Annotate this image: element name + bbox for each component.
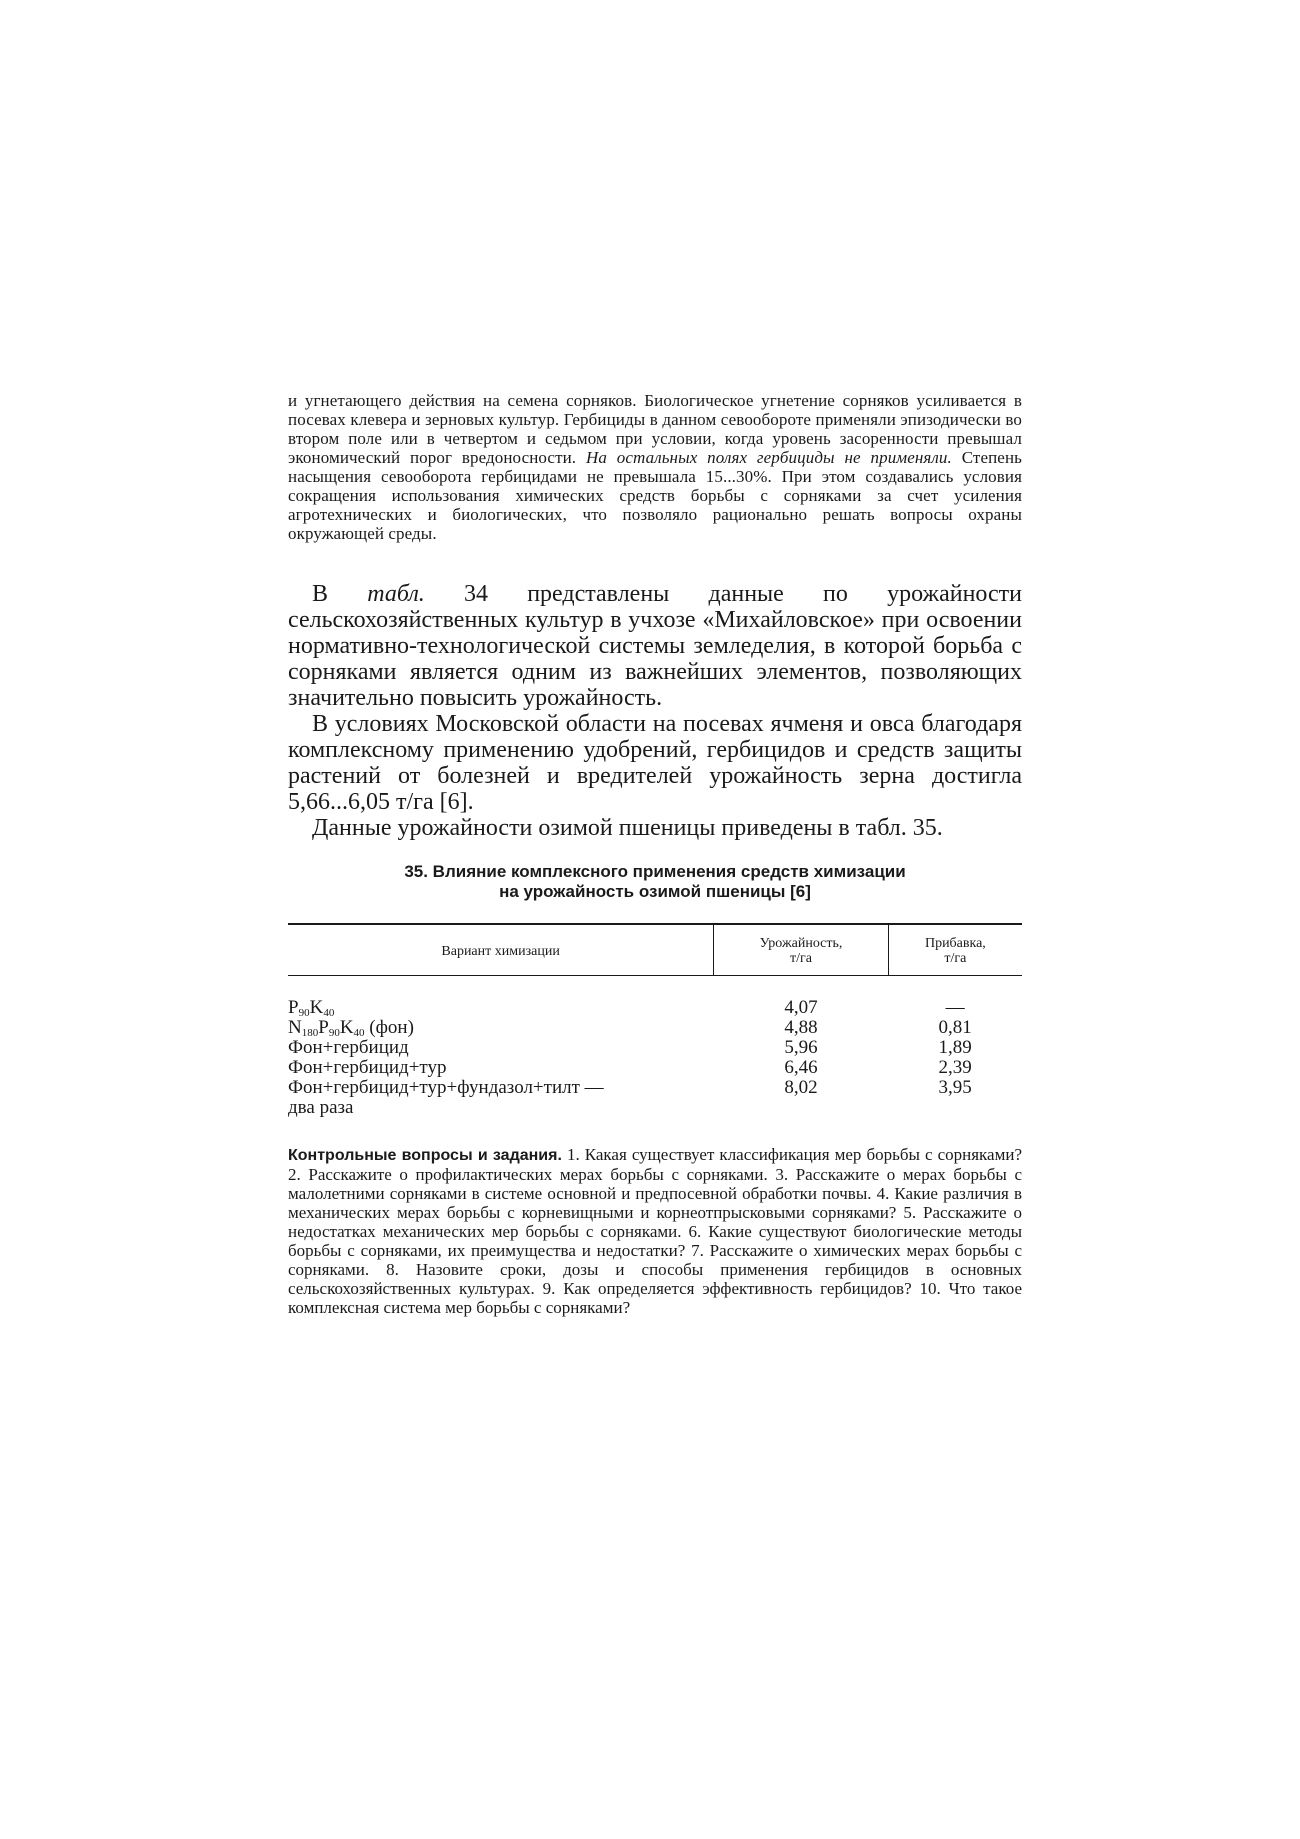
paragraph-1-start: В (312, 581, 368, 607)
control-questions (288, 1145, 1022, 1317)
row-variant (288, 1078, 714, 1118)
main-text (288, 581, 1022, 841)
header-yield-line-2: т/га (790, 951, 812, 966)
row-variant: $P_{90}K_{40}$ (288, 997, 335, 1019)
row-variant-line-2: два раза (288, 1097, 354, 1118)
row-variant-line-1: Фон+гербицид+тур+фундазол+тилт — (288, 1077, 604, 1098)
table-row (288, 998, 1022, 1018)
table-row (288, 1018, 1022, 1038)
header-gain-line-1: Прибавка, (924, 936, 986, 951)
table-row (288, 1058, 1022, 1078)
paragraph-3: Данные урожайности озимой пшеницы приведены в табл. 35. (312, 815, 943, 841)
table-row (288, 1078, 1022, 1118)
table-title-line-1: 35. Влияние комплексного применения средств химизации (404, 862, 906, 881)
header-gain (888, 924, 1022, 976)
row-gain: — (945, 997, 965, 1018)
table-title (288, 862, 1022, 902)
header-variant: Вариант химизации (441, 943, 560, 959)
paragraph-1-rest: 34 представлены данные по урожайности сельскохозяйственных культур в учхозе «Михайловское» при освоении нормативно-технологической системы земледелия, в которой борьба с сорняками является одним из важнейших элементов, позволяющих значительно повысить урожайность. (288, 581, 1022, 711)
row-gain: 3,95 (938, 1077, 972, 1098)
row-gain: 2,39 (938, 1057, 972, 1078)
row-variant: Фон+гербицид (288, 1037, 409, 1058)
row-variant: Фон+гербицид+тур (288, 1057, 447, 1078)
header-yield (714, 924, 889, 976)
paragraph-2: В условиях Московской области на посевах ячменя и овса благодаря комплексному применению удобрений, гербицидов и средств защиты растений от болезней и вредителей урожайность зерна достигла 5,66...6,05 т/га [6]. (288, 711, 1022, 815)
row-yield: 8,02 (784, 1077, 818, 1098)
row-gain: 0,81 (938, 1017, 972, 1038)
table-reference: табл. (367, 581, 425, 607)
row-variant: $N_{180}P_{90}K_{40}$ (фон) (288, 1017, 414, 1039)
table-header-row (288, 924, 1022, 976)
row-yield: 5,96 (784, 1037, 818, 1058)
row-yield: 4,88 (784, 1017, 818, 1038)
row-yield: 6,46 (784, 1057, 818, 1078)
header-gain-line-2: т/га (944, 951, 967, 966)
row-yield: 4,07 (784, 997, 818, 1018)
table-title-line-2: на урожайность озимой пшеницы [6] (499, 882, 811, 901)
header-yield-line-1: Урожайность, (759, 936, 843, 951)
questions-heading: Контрольные вопросы и задания. (288, 1147, 562, 1164)
questions-text: 1. Какая существует классификация мер борьбы с сорняками? 2. Расскажите о профилактических мерах борьбы с сорняками. 3. Расскажите о мерах борьбы с малолетними сорняками в системе основной и предпосевной обработки почвы. 4. Какие различия в механических мерах борьбы с корневищными и корнеотпрысковыми сорняками? 5. Расскажите о недостатках механических мер борьбы с сорняками. 6. Какие существуют биологические методы борьбы с сорняками, их преимущества и недостатки? 7. Расскажите о химических мерах борьбы с сорняками. 8. Назовите сроки, дозы и способы применения гербицидов в основных сельскохозяйственных культурах. 9. Как определяется эффективность гербицидов? 10. Что такое комплексная система мер борьбы с сорняками? (288, 1145, 1022, 1317)
page-content (288, 391, 1022, 1334)
top-paragraph-italic: На остальных полях гербициды не применяли. (585, 448, 952, 467)
top-paragraph (288, 391, 1022, 543)
row-gain: 1,89 (938, 1037, 972, 1058)
yield-table (288, 923, 1022, 1118)
top-paragraph-text-1: и угнетающего действия на семена сорняков. Биологическое угнетение сорняков усиливается в посевах клевера и зерновых культур. Гербициды в данном севообороте применяли эпизодически во втором поле или в четвертом и седьмом при условии, когда уровень засоренности превышал экономический порог вредоносности. (288, 391, 1022, 467)
table-row (288, 1038, 1022, 1058)
top-paragraph-text-2: Степень насыщения севооборота гербицидами не превышала 15...30%. При этом создавались условия сокращения использования химических средств борьбы с сорняками за счет усиления агротехнических и биологических, что позволяло рационально решать вопросы охраны окружающей среды. (288, 448, 1022, 543)
paragraph-1 (288, 581, 1022, 711)
